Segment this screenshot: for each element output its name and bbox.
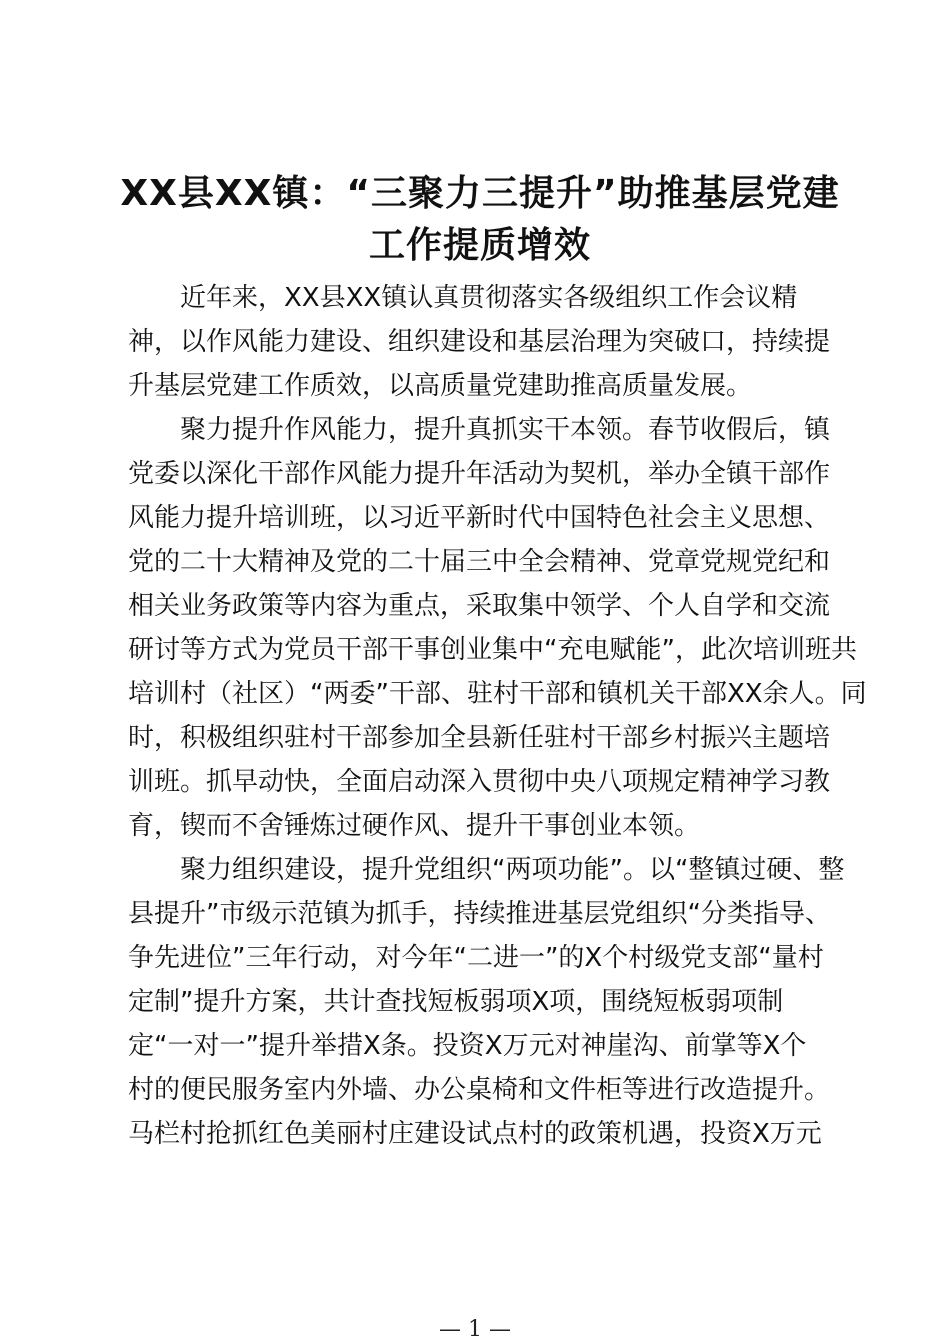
paragraph-line: 聚力提升作风能力，提升真抓实干本领。春节收假后，镇 (180, 415, 831, 445)
paragraph-line: 育，锲而不舍锤炼过硬作风、提升干事创业本领。 (128, 811, 701, 841)
paragraph-line: 争先进位”三年行动，对今年“二进一”的X个村级党支部“量村 (128, 943, 824, 973)
paragraph-intro (128, 276, 838, 408)
paragraph-line: 聚力组织建设，提升党组织“两项功能”。以“整镇过硬、整 (180, 855, 845, 885)
title-line: 工作提质增效 (368, 225, 591, 266)
paragraph-line: 相关业务政策等内容为重点，采取集中领学、个人自学和交流 (128, 591, 831, 621)
paragraph-line: 村的便民服务室内外墙、办公桌椅和文件柜等进行改造提升。 (128, 1075, 831, 1105)
page-number: — 1 — (439, 1317, 511, 1342)
document-body (128, 276, 867, 1156)
paragraph-line: 训班。抓早动快，全面启动深入贯彻中央八项规定精神学习教 (128, 767, 831, 797)
paragraph-line: 县提升”市级示范镇为抓手，持续推进基层党组织“分类指导、 (128, 899, 831, 929)
paragraph-line: 近年来，XX县XX镇认真贯彻落实各级组织工作会议精 (180, 283, 798, 313)
title-line: XX县XX镇：“三聚力三提升”助推基层党建 (120, 173, 840, 214)
paragraph-line: 马栏村抢抓红色美丽村庄建设试点村的政策机遇，投资X万元 (128, 1119, 822, 1149)
paragraph-organization (128, 848, 845, 1156)
paragraph-line: 研讨等方式为党员干部干事创业集中“充电赋能”，此次培训班共 (128, 635, 857, 665)
paragraph-line: 升基层党建工作质效，以高质量党建助推高质量发展。 (128, 371, 753, 401)
paragraph-line: 神，以作风能力建设、组织建设和基层治理为突破口，持续提 (128, 327, 831, 357)
paragraph-line: 定“一对一”提升举措X条。投资X万元对神崖沟、前掌等X个 (128, 1031, 807, 1061)
paragraph-style-capacity (128, 408, 867, 848)
paragraph-line: 培训村（社区）“两委”干部、驻村干部和镇机关干部XX余人。同 (128, 679, 867, 709)
paragraph-line: 风能力提升培训班，以习近平新时代中国特色社会主义思想、 (128, 503, 831, 533)
document-title (90, 168, 870, 272)
paragraph-line: 党的二十大精神及党的二十届三中全会精神、党章党规党纪和 (128, 547, 831, 577)
paragraph-line: 党委以深化干部作风能力提升年活动为契机，举办全镇干部作 (128, 459, 831, 489)
paragraph-line: 定制”提升方案，共计查找短板弱项X项，围绕短板弱项制 (128, 987, 784, 1017)
paragraph-line: 时，积极组织驻村干部参加全县新任驻村干部乡村振兴主题培 (128, 723, 831, 753)
